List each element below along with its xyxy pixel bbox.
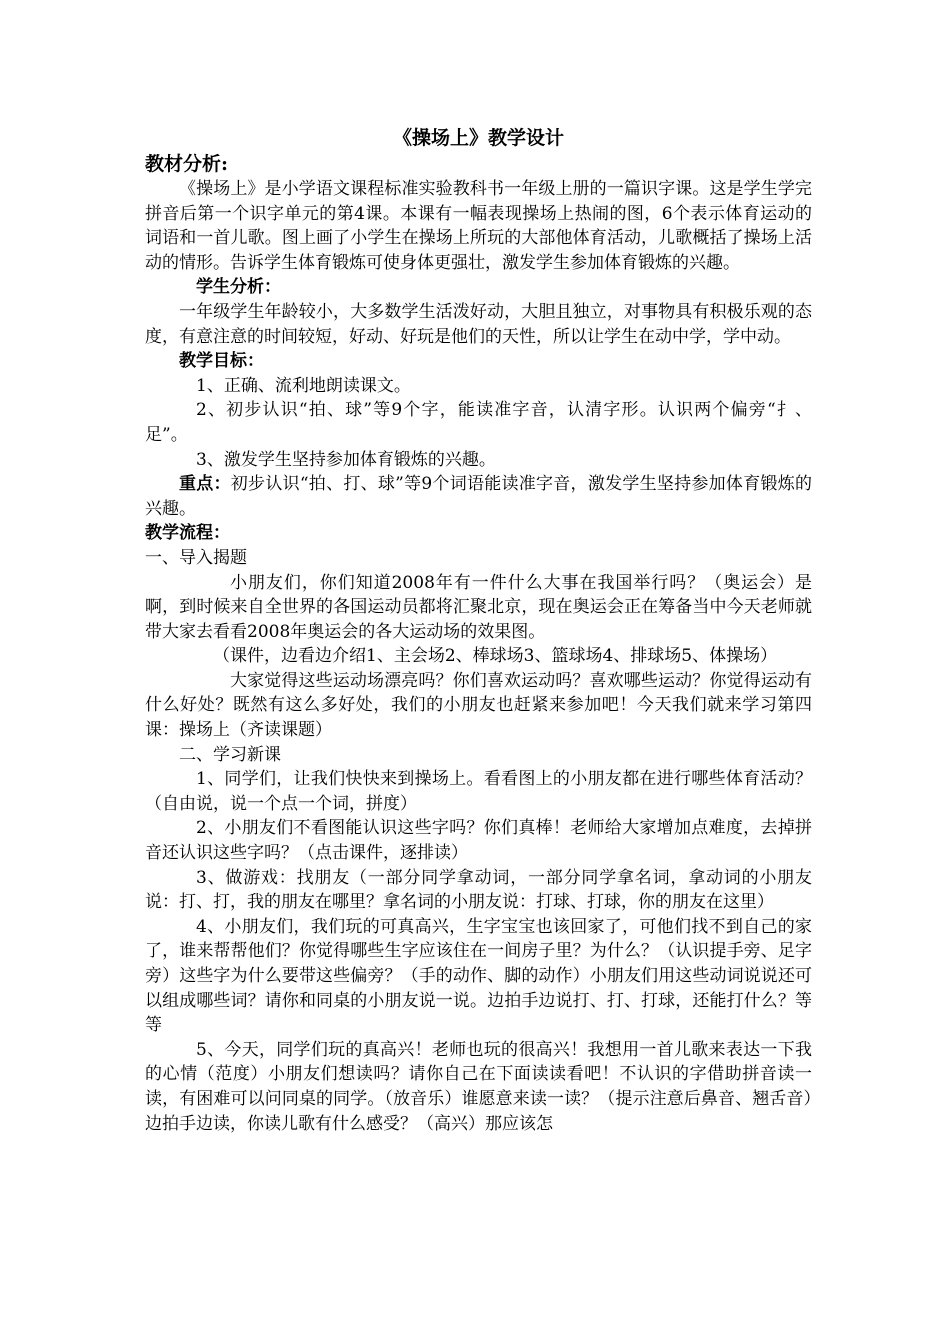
analysis-heading: 教材分析: [145, 153, 229, 175]
document-title: 《操场上》教学设计 [392, 127, 564, 149]
key-point-paragraph [145, 472, 812, 521]
part2-step-4: 4、小朋友们，我们玩的可真高兴，生字宝宝也该回家了，可他们找不到自己的家了，谁来帮帮他们？你觉得哪些生字应该住在一间房子里？为什么？（认识提手旁、足字旁）这些字为什么要带这些偏旁？（手的动作、脚的动作）小朋友们用这些动词说说还可以组成哪些词？请你和同桌的小朋友说一说。边拍手边说打、打、打球，还能打什么？等等 [145, 916, 812, 1036]
part2-step-2: 2、小朋友们不看图能认识这些字吗？你们真棒！老师给大家增加点难度，去掉拼音还认识这些字吗？（点击课件，逐排读） [145, 818, 812, 864]
analysis-paragraph: 《操场上》是小学语文课程标准实验教科书一年级上册的一篇识字课。这是学生学完拼音后第一个识字单元的第4课。本课有一幅表现操场上热闹的图，6个表示体育运动的词语和一首儿歌。图上画了小学生在操场上所玩的大部他体育活动，儿歌概括了操场上活动的情形。告诉学生体育锻炼可使身体更强壮，激发学生参加体育锻炼的兴趣。 [145, 179, 812, 273]
key-point-label: 重点： [179, 474, 231, 495]
goals-heading: 教学目标： [179, 351, 264, 372]
part2-step-3: 3、做游戏：找朋友（一部分同学拿动词，一部分同学拿名词，拿动词的小朋友说：打、打，我的朋友在哪里？拿名词的小朋友说：打球、打球，你的朋友在这里） [145, 867, 812, 913]
part1-paragraph-1: 小朋友们，你们知道2008年有一件什么大事在我国举行吗？（奥运会）是啊，到时候来自全世界的各国运动员都将汇聚北京，现在奥运会正在筹备当中今天老师就带大家去看看2008年奥运会的各大运动场的效果图。 [145, 572, 812, 642]
key-point-text: 初步认识“拍、打、球”等9个词语能读准字音，激发学生坚持参加体育锻炼的兴趣。 [145, 474, 812, 519]
goal-item-3: 3、激发学生坚持参加体育锻炼的兴趣。 [196, 449, 496, 470]
part1-paragraph-3: 大家觉得这些运动场漂亮吗？你们喜欢运动吗？喜欢哪些运动？你觉得运动有什么好处？既然有这么多好处，我们的小朋友也赶紧来参加吧！今天我们就来学习第四课：操场上（齐读课题） [145, 670, 812, 741]
student-paragraph: 一年级学生年龄较小，大多数学生活泼好动，大胆且独立，对事物具有积极乐观的态度，有意注意的时间较短，好动、好玩是他们的天性，所以让学生在动中学，学中动。 [145, 301, 812, 347]
part2-heading: 二、学习新课 [179, 744, 281, 765]
part1-paragraph-2: （课件，边看边介绍1、主会场2、棒球场3、篮球场4、排球场5、体操场） [213, 646, 778, 667]
goal-item-1: 1、正确、流利地朗读课文。 [196, 375, 411, 396]
flow-heading: 教学流程： [145, 523, 230, 544]
part1-heading: 一、导入揭题 [145, 547, 247, 568]
goal-item-2: 2、初步认识“拍、球”等9个字，能读准字音，认清字形。认识两个偏旁“扌、足”。 [145, 400, 813, 445]
part2-step-5: 5、今天，同学们玩的真高兴！老师也玩的很高兴！我想用一首儿歌来表达一下我的心情（范度）小朋友们想读吗？请你自己在下面读读看吧！不认识的字借助拼音读一读，有困难可以问同桌的同学。（放音乐）谁愿意来读一读？（提示注意后鼻音、翘舌音）边拍手边读，你读儿歌有什么感受？（高兴）那应该怎 [145, 1039, 812, 1134]
part2-step-1: 1、同学们，让我们快快来到操场上。看看图上的小朋友都在进行哪些体育活动？（自由说，说一个点一个词，拼度） [145, 769, 812, 814]
student-heading: 学生分析： [196, 277, 281, 298]
